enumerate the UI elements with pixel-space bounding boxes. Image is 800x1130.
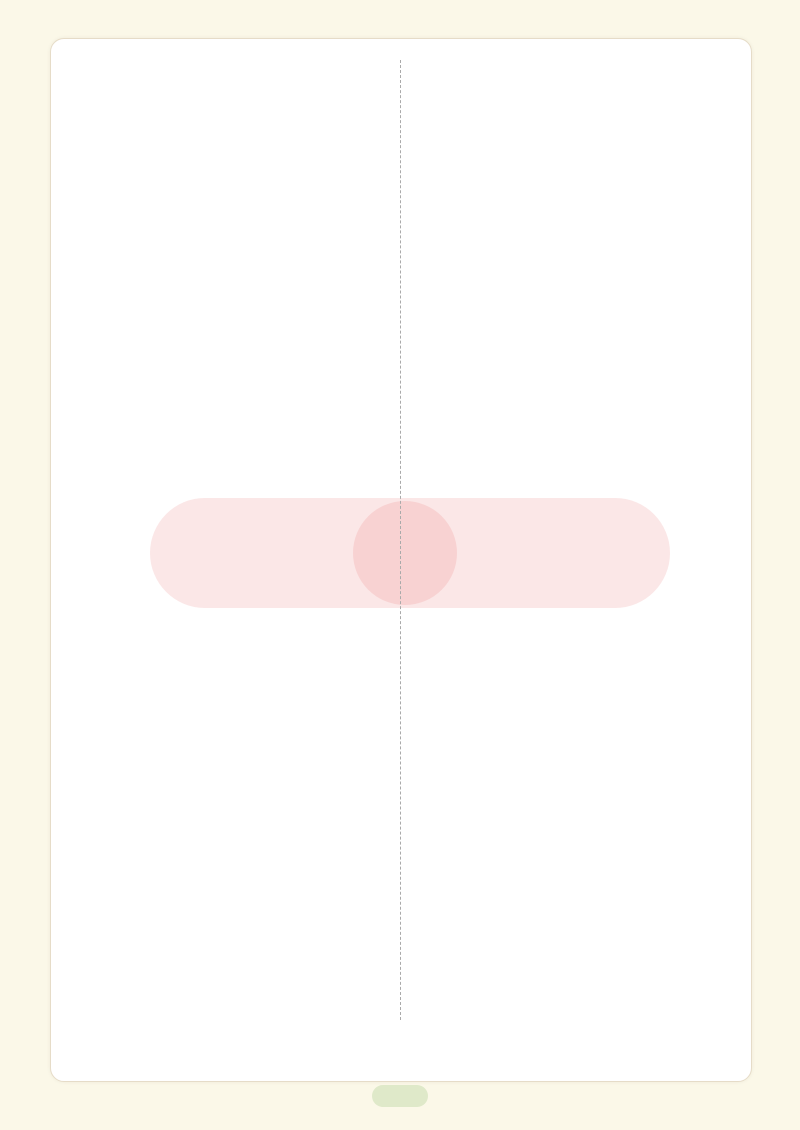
page-number <box>372 1085 428 1107</box>
toc-card <box>50 38 752 1082</box>
column-divider <box>400 60 401 1020</box>
